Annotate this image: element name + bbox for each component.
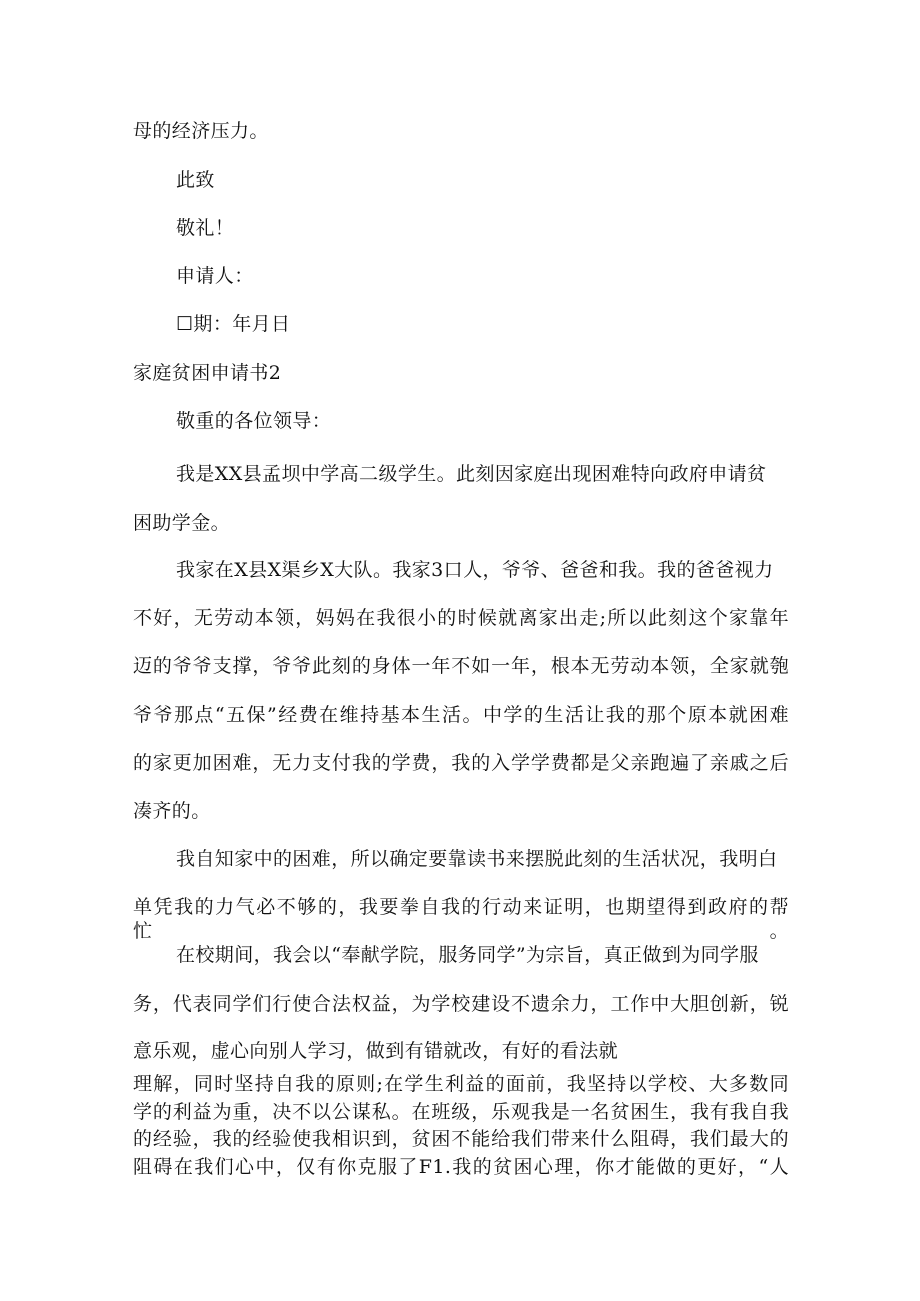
paragraph-line: 凑齐的。: [133, 800, 211, 822]
text-line-salutation-2: 敬礼！: [176, 217, 235, 239]
text-line-greeting: 敬重的各位领导：: [176, 410, 332, 432]
paragraph-line: 意乐观，虚心向别人学习，做到有错就改，有好的看法就: [133, 1040, 619, 1062]
paragraph-line: 困助学金。: [133, 512, 231, 534]
paragraph-line: 不好，无劳动本领，妈妈在我很小的时候就离家出走;所以此刻这个家靠年: [133, 607, 789, 629]
text-line-salutation-1: 此致: [176, 169, 215, 191]
paragraph-line: 在校期间，我会以“奉献学院，服务同学”为宗旨，真正做到为同学服: [176, 944, 759, 966]
text-line-applicant: 申请人：: [176, 265, 254, 287]
paragraph-line: 我是XX县孟坝中学高二级学生。此刻因家庭出现困难特向政府申请贫: [176, 463, 767, 485]
text-line-closing-remark: 母的经济压力。: [133, 120, 269, 142]
paragraph-line: 学的利益为重，决不以公谋私。在班级，乐观我是一名贫困生，我有我自我: [133, 1101, 789, 1123]
paragraph-line: 爷爷那点“五保”经费在维持基本生活。中学的生活让我的那个原本就困难: [133, 704, 789, 726]
paragraph-line: 的经验，我的经验使我相识到，贫困不能给我们带来什么阻碍，我们最大的: [133, 1128, 789, 1150]
paragraph-line: 的家更加困难，无力支付我的学费，我的入学学费都是父亲跑遍了亲戚之后: [133, 752, 789, 774]
paragraph-line: 我家在X县X渠乡X大队。我家3口人，爷爷、爸爸和我。我的爸爸视力: [176, 559, 774, 581]
paragraph-line: 务，代表同学们行使合法权益，为学校建设不遗余力，工作中大胆创新，锐: [133, 993, 789, 1015]
paragraph-line: 单凭我的力气必不够的，我要拳自我的行动来证明，也期望得到政府的帮忙。: [133, 896, 789, 942]
section-title: 家庭贫困申请书2: [133, 362, 282, 384]
text-line-date: ☐期：年月日: [176, 313, 291, 335]
paragraph-line: 阻碍在我们心中，仅有你克服了F1.我的贫困心理，你才能做的更好，“人: [133, 1156, 789, 1178]
paragraph-line: 理解，同时坚持自我的原则;在学生利益的面前，我坚持以学校、大多数同: [133, 1073, 789, 1095]
paragraph-line: 迈的爷爷支撑，爷爷此刻的身体一年不如一年，根本无劳动本领，全家就匏: [133, 655, 789, 677]
paragraph-line: 我自知家中的困难，所以确定要靠读书来摆脱此刻的生活状况，我明白: [176, 848, 778, 870]
